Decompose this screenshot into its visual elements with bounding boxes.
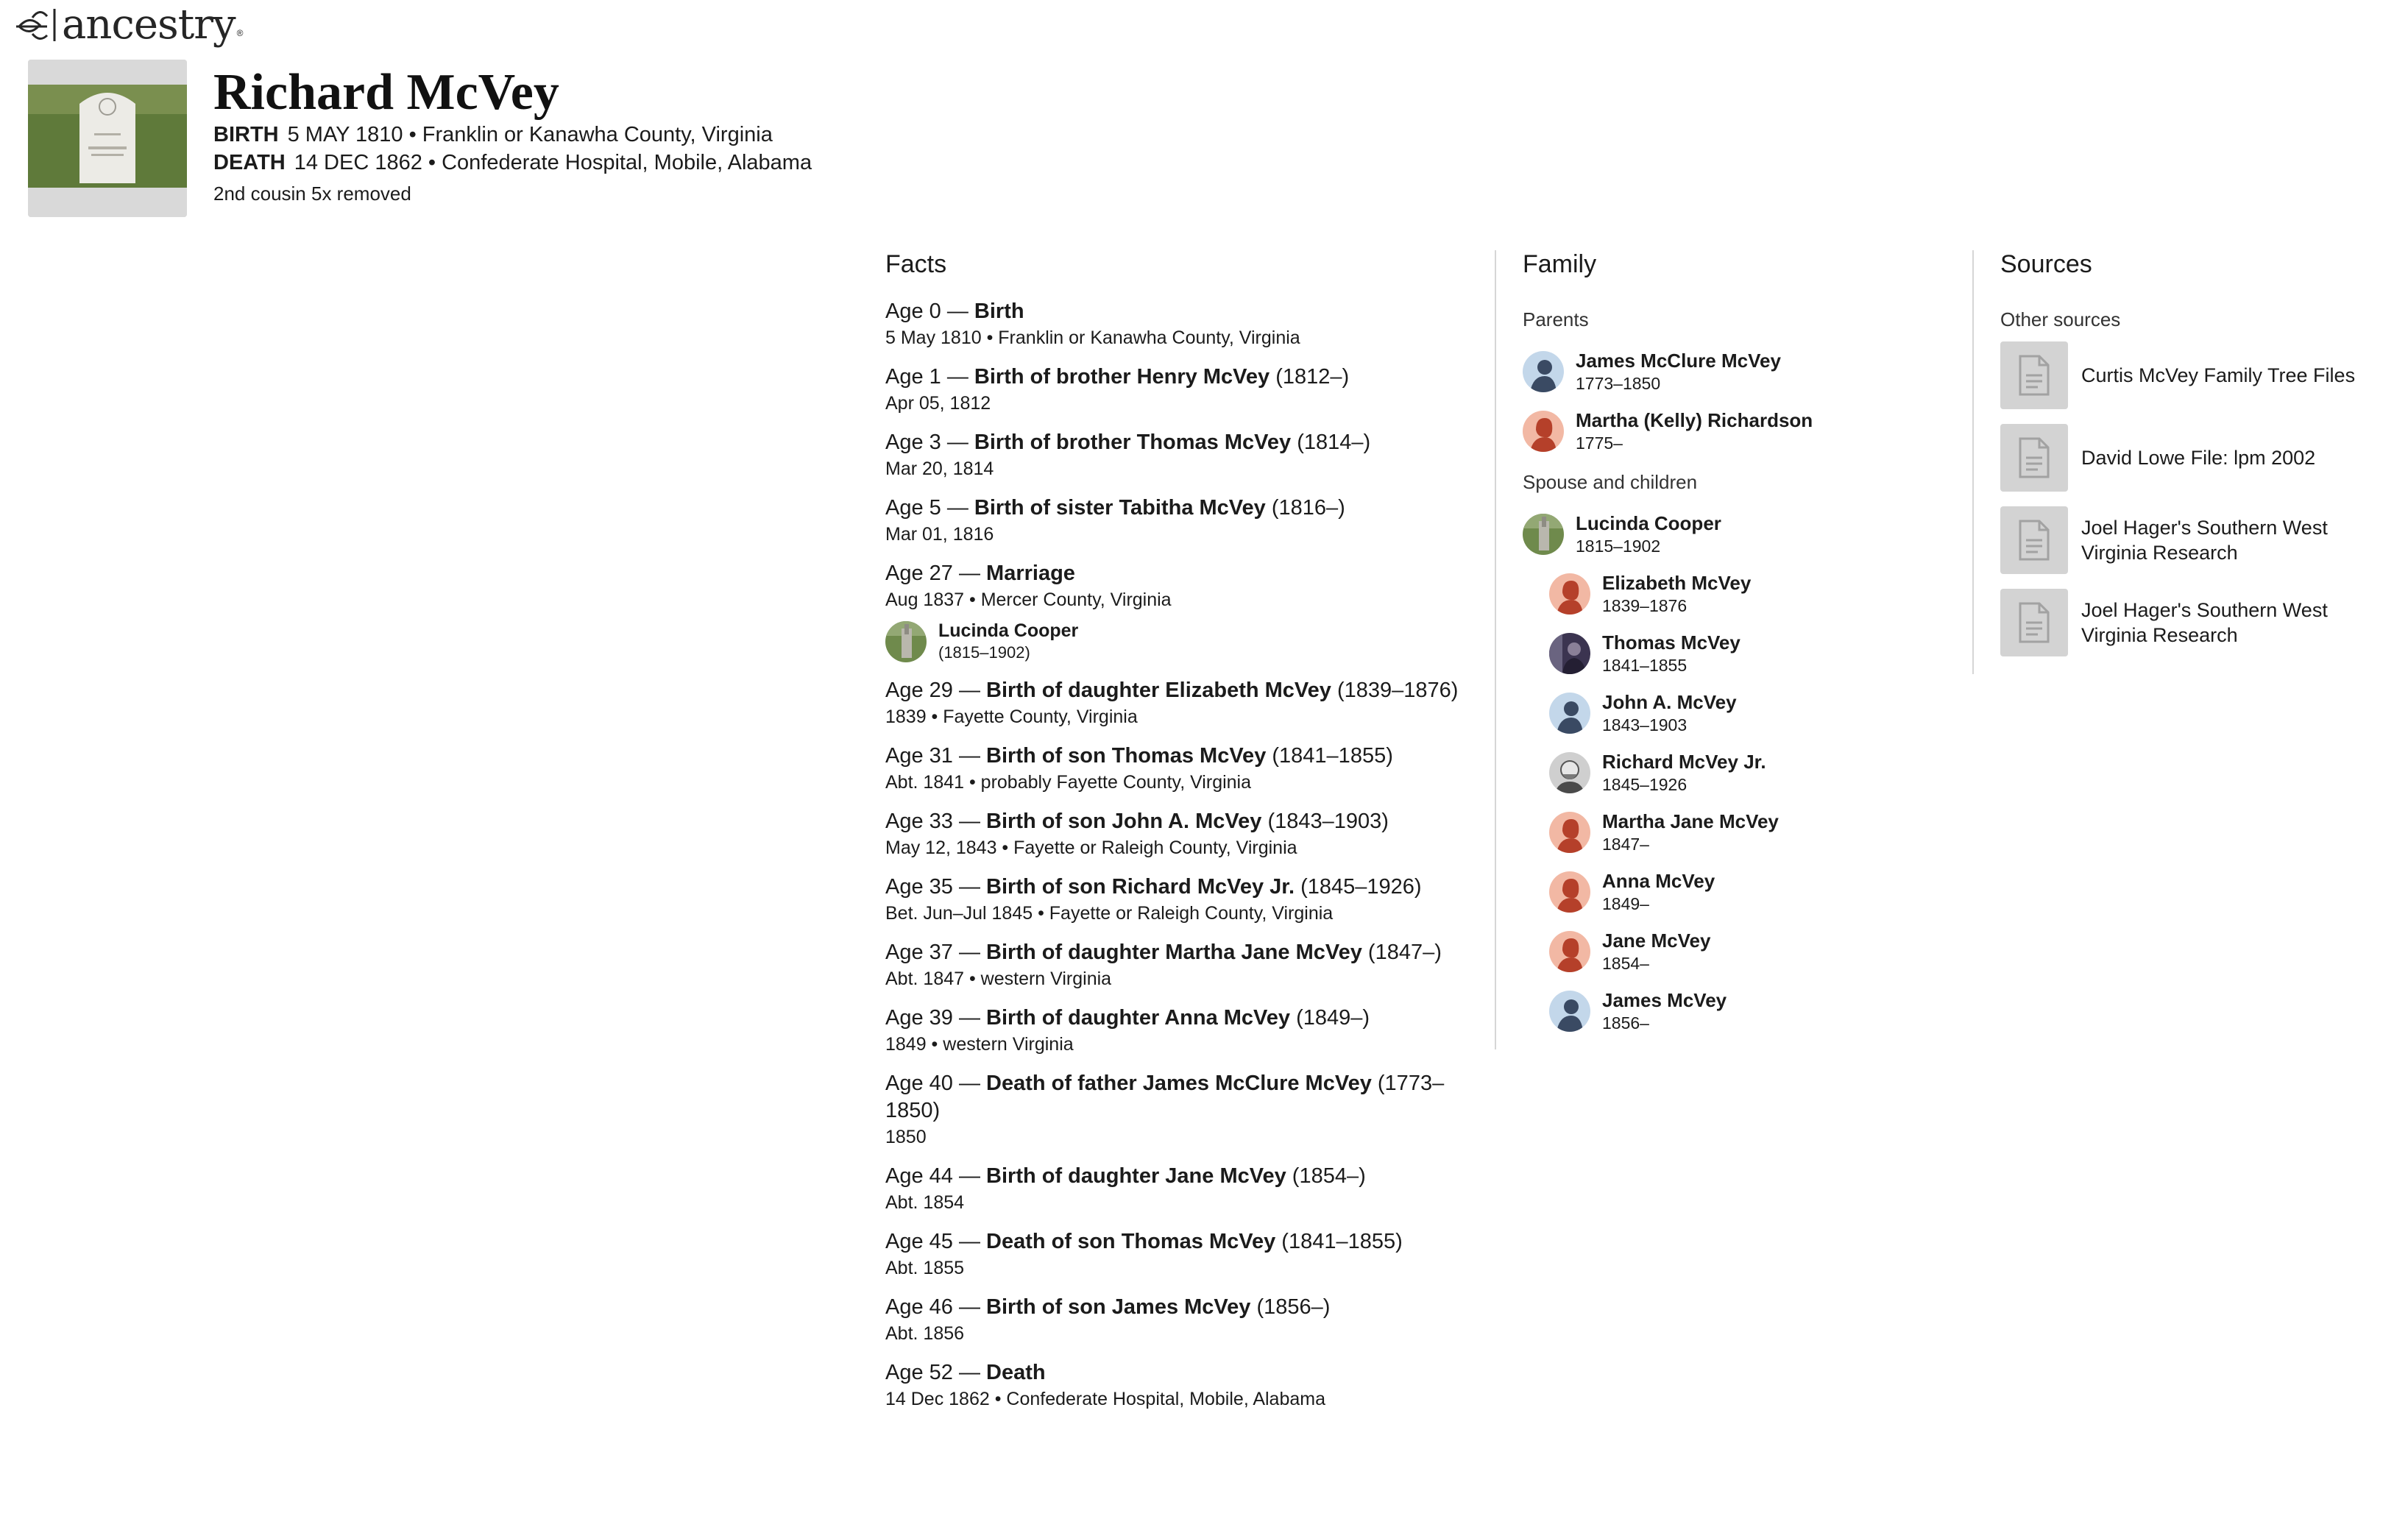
person-years: 1843–1903 bbox=[1602, 715, 1688, 734]
fact-item[interactable] bbox=[885, 1228, 1467, 1281]
source-label: Curtis McVey Family Tree Files bbox=[2081, 364, 2356, 386]
fact-detail: Mar 20, 1814 bbox=[885, 458, 994, 479]
fact-age: Age 1 — bbox=[885, 365, 974, 389]
person-name: Jane McVey bbox=[1602, 929, 1711, 952]
fact-item[interactable] bbox=[885, 1163, 1467, 1215]
source-item[interactable] bbox=[2000, 424, 2398, 492]
logo-text: ancestry bbox=[62, 1, 236, 49]
female-avatar-icon bbox=[1549, 573, 1590, 615]
person-name: Lucinda Cooper bbox=[1576, 511, 1721, 534]
spouse-lucinda-cooper[interactable] bbox=[1523, 504, 1935, 564]
birth-row bbox=[213, 121, 773, 148]
person-name: Richard McVey bbox=[213, 64, 559, 121]
source-item[interactable] bbox=[2000, 506, 2398, 574]
person-years: 1815–1902 bbox=[1576, 536, 1661, 556]
fact-age: Age 27 — bbox=[885, 562, 987, 585]
fact-years: (1812–) bbox=[1269, 365, 1350, 389]
fact-item[interactable] bbox=[885, 808, 1467, 860]
spouse-children-label: Spouse and children bbox=[1523, 471, 1698, 493]
fact-detail: 14 Dec 1862 • Confederate Hospital, Mobile, Alabama bbox=[885, 1389, 1325, 1409]
fact-event: Birth of sister Tabitha McVey bbox=[974, 496, 1266, 520]
fact-detail: Bet. Jun–Jul 1845 • Fayette or Raleigh County, Virginia bbox=[885, 903, 1334, 924]
person-years: 1775– bbox=[1576, 433, 1623, 453]
child-anna-mcvey[interactable] bbox=[1523, 862, 1935, 921]
profile-photo[interactable] bbox=[28, 60, 187, 217]
person-name: John A. McVey bbox=[1602, 690, 1737, 713]
parent-james-mcclure-mcvey[interactable] bbox=[1523, 341, 1935, 401]
fact-years: (1849–) bbox=[1290, 1006, 1370, 1030]
fact-detail: Apr 05, 1812 bbox=[885, 393, 991, 414]
fact-item[interactable] bbox=[885, 1294, 1467, 1346]
fact-detail: Abt. 1841 • probably Fayette County, Virginia bbox=[885, 772, 1252, 793]
child-thomas-mcvey[interactable] bbox=[1523, 623, 1935, 683]
fact-detail: 1839 • Fayette County, Virginia bbox=[885, 707, 1138, 727]
fact-event: Birth of brother Thomas McVey bbox=[974, 431, 1292, 454]
fact-age: Age 31 — bbox=[885, 744, 987, 768]
fact-item[interactable] bbox=[885, 1359, 1467, 1412]
person-name: Elizabeth McVey bbox=[1602, 571, 1752, 594]
person-years: 1847– bbox=[1602, 834, 1649, 854]
fact-age: Age 37 — bbox=[885, 941, 987, 964]
fact-detail: Aug 1837 • Mercer County, Virginia bbox=[885, 589, 1172, 610]
fact-detail: Abt. 1855 bbox=[885, 1258, 965, 1278]
source-label: David Lowe File: lpm 2002 bbox=[2081, 447, 2316, 469]
source-label: Joel Hager's Southern West Virginia Research bbox=[2081, 517, 2328, 564]
photo-avatar-icon bbox=[1549, 633, 1590, 674]
fact-item[interactable] bbox=[885, 1070, 1467, 1150]
fact-event: Birth of daughter Elizabeth McVey bbox=[986, 679, 1331, 702]
fact-event: Birth of daughter Anna McVey bbox=[986, 1006, 1291, 1030]
source-label: Joel Hager's Southern West Virginia Research bbox=[2081, 599, 2328, 646]
female-avatar-icon bbox=[1523, 411, 1564, 452]
facts-list bbox=[885, 298, 1467, 1425]
source-item[interactable] bbox=[2000, 589, 2398, 656]
divider-facts-family bbox=[1495, 250, 1496, 1049]
fact-item[interactable] bbox=[885, 298, 1467, 350]
fact-age: Age 35 — bbox=[885, 875, 987, 899]
birth-label: BIRTH bbox=[213, 123, 279, 146]
document-icon bbox=[2000, 589, 2068, 656]
person-name: Richard McVey Jr. bbox=[1602, 750, 1766, 773]
child-martha-jane-mcvey[interactable] bbox=[1523, 802, 1935, 862]
male-avatar-icon bbox=[1523, 351, 1564, 392]
sources-panel bbox=[2000, 298, 2398, 671]
person-years: 1841–1855 bbox=[1602, 655, 1688, 675]
family-title: Family bbox=[1523, 250, 1597, 278]
person-name: Anna McVey bbox=[1602, 869, 1715, 892]
relationship-text[interactable]: 2nd cousin 5x removed bbox=[213, 183, 411, 205]
fact-event: Birth of son James McVey bbox=[986, 1295, 1251, 1319]
fact-age: Age 44 — bbox=[885, 1164, 987, 1188]
person-years: 1773–1850 bbox=[1576, 373, 1661, 393]
birth-value: 5 MAY 1810 • Franklin or Kanawha County, Virginia bbox=[287, 123, 773, 146]
fact-event: Birth bbox=[974, 300, 1024, 323]
fact-event: Death of father James McClure McVey bbox=[986, 1072, 1372, 1095]
fact-detail: May 12, 1843 • Fayette or Raleigh County, Virginia bbox=[885, 838, 1297, 858]
fact-years: (1845–1926) bbox=[1295, 875, 1422, 899]
parents-label: Parents bbox=[1523, 308, 1589, 330]
fact-event: Birth of daughter Jane McVey bbox=[986, 1164, 1286, 1188]
photo-avatar-icon bbox=[1549, 752, 1590, 793]
male-avatar-icon bbox=[1549, 693, 1590, 734]
facts-title: Facts bbox=[885, 250, 947, 278]
family-panel bbox=[1523, 298, 1935, 1041]
person-name: Thomas McVey bbox=[1602, 631, 1741, 654]
fact-age: Age 0 — bbox=[885, 300, 974, 323]
person-years: 1856– bbox=[1602, 1013, 1649, 1033]
fact-age: Age 3 — bbox=[885, 431, 974, 454]
female-avatar-icon bbox=[1549, 931, 1590, 972]
document-icon bbox=[2000, 506, 2068, 574]
child-james-mcvey[interactable] bbox=[1523, 981, 1935, 1041]
grave-photo-avatar-icon bbox=[1523, 514, 1564, 555]
fact-age: Age 52 — bbox=[885, 1361, 987, 1384]
fact-detail: Abt. 1847 • western Virginia bbox=[885, 969, 1112, 989]
person-years: 1854– bbox=[1602, 953, 1649, 973]
fact-event: Death bbox=[986, 1361, 1046, 1384]
fact-item[interactable] bbox=[885, 495, 1467, 547]
fact-years: (1841–1855) bbox=[1266, 744, 1393, 768]
fact-years: (1841–1855) bbox=[1275, 1230, 1403, 1253]
ancestry-logo[interactable] bbox=[15, 1, 243, 49]
fact-years: (1816–) bbox=[1265, 496, 1345, 520]
fact-age: Age 45 — bbox=[885, 1230, 987, 1253]
fact-event: Birth of son John A. McVey bbox=[986, 810, 1262, 833]
fact-age: Age 5 — bbox=[885, 496, 974, 520]
parent-martha-kelly-richardson[interactable] bbox=[1523, 401, 1935, 461]
leaf-logo-icon bbox=[15, 4, 60, 46]
fact-event: Death of son Thomas McVey bbox=[986, 1230, 1276, 1253]
fact-event: Birth of daughter Martha Jane McVey bbox=[986, 941, 1362, 964]
fact-years: (1843–1903) bbox=[1261, 810, 1389, 833]
fact-item[interactable] bbox=[885, 1005, 1467, 1057]
fact-detail: 1849 • western Virginia bbox=[885, 1034, 1074, 1055]
child-john-a-mcvey[interactable] bbox=[1523, 683, 1935, 743]
death-label: DEATH bbox=[213, 151, 286, 174]
fact-item[interactable] bbox=[885, 429, 1467, 481]
source-item[interactable] bbox=[2000, 341, 2398, 409]
fact-years: (1773–1850) bbox=[885, 1072, 1445, 1122]
fact-years: (1856–) bbox=[1250, 1295, 1331, 1319]
fact-detail: Mar 01, 1816 bbox=[885, 524, 994, 545]
fact-item[interactable] bbox=[885, 743, 1467, 795]
fact-item[interactable] bbox=[885, 560, 1467, 664]
fact-years: (1854–) bbox=[1286, 1164, 1366, 1188]
fact-detail: 5 May 1810 • Franklin or Kanawha County, Virginia bbox=[885, 327, 1300, 348]
male-avatar-icon bbox=[1549, 991, 1590, 1032]
fact-years: (1839–1876) bbox=[1331, 679, 1459, 702]
fact-item[interactable] bbox=[885, 874, 1467, 926]
fact-age: Age 33 — bbox=[885, 810, 987, 833]
fact-years: (1814–) bbox=[1291, 431, 1371, 454]
fact-detail: 1850 bbox=[885, 1127, 927, 1147]
person-name: James McClure McVey bbox=[1576, 349, 1781, 372]
death-row bbox=[213, 149, 812, 176]
spouse-name: Lucinda Cooper bbox=[938, 620, 1079, 641]
fact-item[interactable] bbox=[885, 939, 1467, 991]
fact-age: Age 39 — bbox=[885, 1006, 987, 1030]
fact-age: Age 29 — bbox=[885, 679, 987, 702]
spouse-years: (1815–1902) bbox=[938, 643, 1030, 662]
fact-detail: Abt. 1856 bbox=[885, 1323, 965, 1344]
death-value: 14 DEC 1862 • Confederate Hospital, Mobile, Alabama bbox=[294, 151, 812, 174]
fact-event: Birth of brother Henry McVey bbox=[974, 365, 1270, 389]
document-icon bbox=[2000, 424, 2068, 492]
person-name: Martha (Kelly) Richardson bbox=[1576, 408, 1813, 431]
child-richard-mcvey-jr[interactable] bbox=[1523, 743, 1935, 802]
person-years: 1845–1926 bbox=[1602, 774, 1688, 794]
fact-age: Age 46 — bbox=[885, 1295, 987, 1319]
divider-family-sources bbox=[1972, 250, 1974, 674]
person-name: James McVey bbox=[1602, 988, 1727, 1011]
fact-age: Age 40 — bbox=[885, 1072, 987, 1095]
person-years: 1849– bbox=[1602, 893, 1649, 913]
fact-item[interactable] bbox=[885, 364, 1467, 416]
person-years: 1839–1876 bbox=[1602, 595, 1688, 615]
trademark: ® bbox=[236, 28, 244, 38]
fact-event: Marriage bbox=[986, 562, 1075, 585]
grave-photo-avatar-icon bbox=[885, 621, 927, 662]
female-avatar-icon bbox=[1549, 812, 1590, 853]
female-avatar-icon bbox=[1549, 871, 1590, 913]
fact-event: Birth of son Richard McVey Jr. bbox=[986, 875, 1295, 899]
sources-title: Sources bbox=[2000, 250, 2092, 278]
child-jane-mcvey[interactable] bbox=[1523, 921, 1935, 981]
fact-event: Birth of son Thomas McVey bbox=[986, 744, 1267, 768]
other-sources-label: Other sources bbox=[2000, 308, 2121, 330]
fact-years: (1847–) bbox=[1361, 941, 1442, 964]
child-elizabeth-mcvey[interactable] bbox=[1523, 564, 1935, 623]
document-icon bbox=[2000, 341, 2068, 409]
marriage-spouse[interactable] bbox=[885, 620, 1467, 664]
person-name: Martha Jane McVey bbox=[1602, 810, 1779, 832]
fact-item[interactable] bbox=[885, 677, 1467, 729]
fact-detail: Abt. 1854 bbox=[885, 1192, 965, 1213]
